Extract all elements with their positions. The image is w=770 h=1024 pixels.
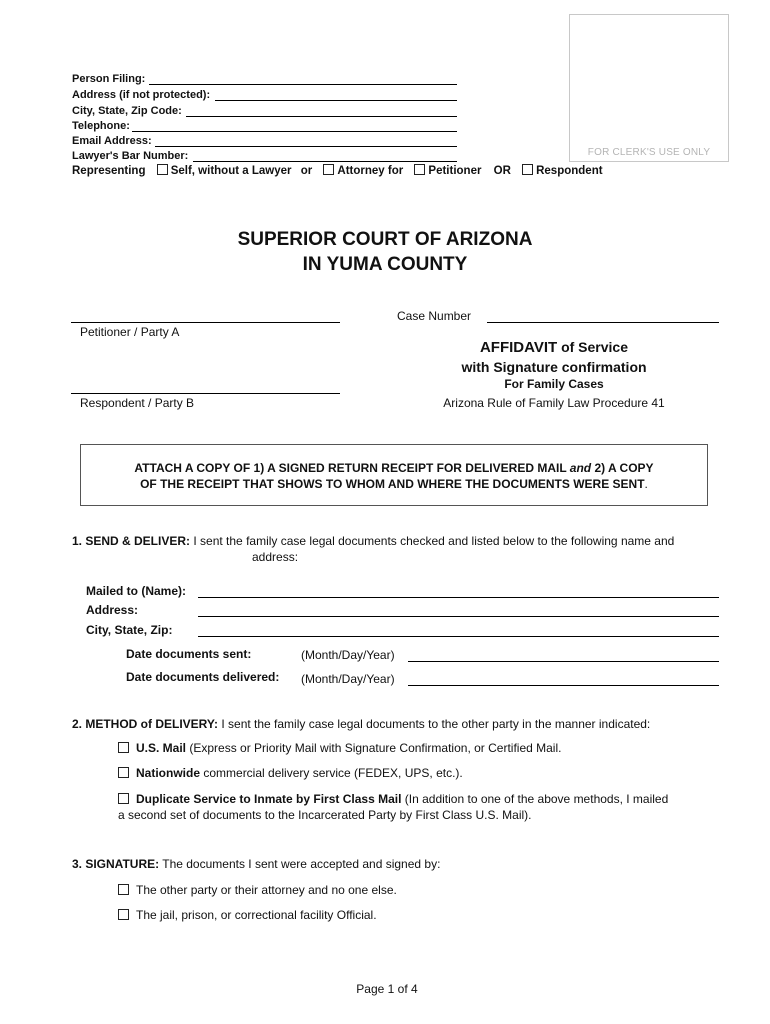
section-3-heading: 3. SIGNATURE: bbox=[72, 857, 160, 871]
notice-line-1: ATTACH A COPY OF 1) A SIGNED RETURN RECEIPT FOR DELIVERED MAIL and 2) A COPY bbox=[134, 461, 654, 475]
section-3-intro: 3. SIGNATURE: The documents I sent were accepted and signed by: bbox=[72, 857, 441, 871]
representing-label: Representing bbox=[72, 165, 146, 177]
bar-number-label: Lawyer's Bar Number: bbox=[72, 150, 189, 162]
clerks-use-label: FOR CLERK'S USE ONLY bbox=[587, 147, 711, 158]
or-label: or bbox=[300, 165, 313, 177]
attach-notice-box bbox=[80, 444, 708, 506]
case-number-label: Case Number bbox=[397, 309, 472, 323]
signed-by-facility-option: The jail, prison, or correctional facility Official. bbox=[118, 908, 377, 922]
telephone-label: Telephone: bbox=[72, 120, 130, 132]
mail-city-label: City, State, Zip: bbox=[86, 623, 173, 637]
mailed-to-field[interactable] bbox=[198, 597, 719, 598]
telephone-field[interactable] bbox=[132, 131, 457, 132]
case-number-field[interactable] bbox=[487, 322, 719, 323]
nationwide-checkbox[interactable] bbox=[118, 767, 129, 778]
date-delivered-field[interactable] bbox=[408, 685, 719, 686]
county-title: IN YUMA COUNTY bbox=[302, 254, 468, 275]
self-checkbox[interactable] bbox=[157, 164, 168, 175]
duplicate-service-option: Duplicate Service to Inmate by First Class Mail (In addition to one of the above methods, I mailed bbox=[118, 792, 668, 806]
date-delivered-label: Date documents delivered: bbox=[126, 670, 280, 684]
notice-line-2: OF THE RECEIPT THAT SHOWS TO WHOM AND WHERE THE DOCUMENTS WERE SENT. bbox=[140, 477, 648, 491]
email-address-label: Email Address: bbox=[72, 135, 152, 147]
date-delivered-format: (Month/Day/Year) bbox=[301, 672, 395, 686]
address-field[interactable] bbox=[215, 100, 457, 101]
bar-number-field[interactable] bbox=[193, 161, 457, 162]
page-number: Page 1 of 4 bbox=[356, 982, 418, 996]
address-label: Address (if not protected): bbox=[72, 89, 211, 101]
respondent-label: Respondent bbox=[536, 165, 603, 177]
duplicate-service-line-2: a second set of documents to the Incarcerated Party by First Class U.S. Mail). bbox=[118, 808, 532, 822]
representing-row bbox=[72, 164, 603, 177]
court-title: SUPERIOR COURT OF ARIZONA bbox=[237, 229, 533, 250]
nationwide-option: Nationwide commercial delivery service (FEDEX, UPS, etc.). bbox=[118, 766, 463, 780]
mail-address-field[interactable] bbox=[198, 616, 719, 617]
signed-by-facility-checkbox[interactable] bbox=[118, 909, 129, 920]
city-state-zip-label: City, State, Zip Code: bbox=[72, 105, 182, 117]
petitioner-checkbox[interactable] bbox=[414, 164, 425, 175]
section-1-intro: 1. SEND & DELIVER: I sent the family case legal documents checked and listed below to the following name and bbox=[72, 534, 675, 548]
petitioner-label: Petitioner bbox=[428, 165, 482, 177]
date-sent-label: Date documents sent: bbox=[126, 647, 252, 661]
signed-by-party-checkbox[interactable] bbox=[118, 884, 129, 895]
date-sent-field[interactable] bbox=[408, 661, 719, 662]
section-2-heading: 2. METHOD of DELIVERY: bbox=[72, 717, 219, 731]
attorney-label: Attorney for bbox=[337, 165, 404, 177]
respondent-caption-label: Respondent / Party B bbox=[80, 396, 195, 410]
form-title bbox=[404, 339, 704, 356]
date-sent-format: (Month/Day/Year) bbox=[301, 648, 395, 662]
rule-label: Arizona Rule of Family Law Procedure 41 bbox=[443, 396, 665, 410]
petitioner-name-field[interactable] bbox=[71, 322, 340, 323]
form-subtitle: with Signature confirmation bbox=[461, 359, 647, 375]
person-filing-label: Person Filing: bbox=[72, 73, 146, 85]
city-state-zip-field[interactable] bbox=[186, 116, 457, 117]
signed-by-party-option: The other party or their attorney and no one else. bbox=[118, 883, 397, 897]
or-caps-label: OR bbox=[493, 165, 511, 177]
clerks-use-box bbox=[569, 14, 729, 162]
mail-address-label: Address: bbox=[86, 603, 139, 617]
duplicate-service-checkbox[interactable] bbox=[118, 793, 129, 804]
email-address-field[interactable] bbox=[155, 146, 457, 147]
us-mail-option: U.S. Mail (Express or Priority Mail with Signature Confirmation, or Certified Mail. bbox=[118, 741, 561, 755]
petitioner-label: Petitioner / Party A bbox=[80, 325, 180, 339]
family-cases-label: For Family Cases bbox=[504, 377, 604, 391]
self-label: Self, without a Lawyer bbox=[170, 165, 292, 177]
section-2-intro: 2. METHOD of DELIVERY: I sent the family case legal documents to the other party in the manner indicated: bbox=[72, 717, 651, 731]
form-title-main: AFFIDAVIT bbox=[479, 339, 558, 356]
person-filing-field[interactable] bbox=[149, 84, 457, 85]
attorney-checkbox[interactable] bbox=[323, 164, 334, 175]
mail-city-field[interactable] bbox=[198, 636, 719, 637]
mailed-to-label: Mailed to (Name): bbox=[86, 584, 187, 598]
respondent-checkbox[interactable] bbox=[522, 164, 533, 175]
us-mail-checkbox[interactable] bbox=[118, 742, 129, 753]
respondent-name-field[interactable] bbox=[71, 393, 340, 394]
form-title-rest: of Service bbox=[557, 339, 629, 355]
section-1-intro-line-2: address: bbox=[252, 550, 299, 564]
section-1-heading: 1. SEND & DELIVER: bbox=[72, 534, 191, 548]
